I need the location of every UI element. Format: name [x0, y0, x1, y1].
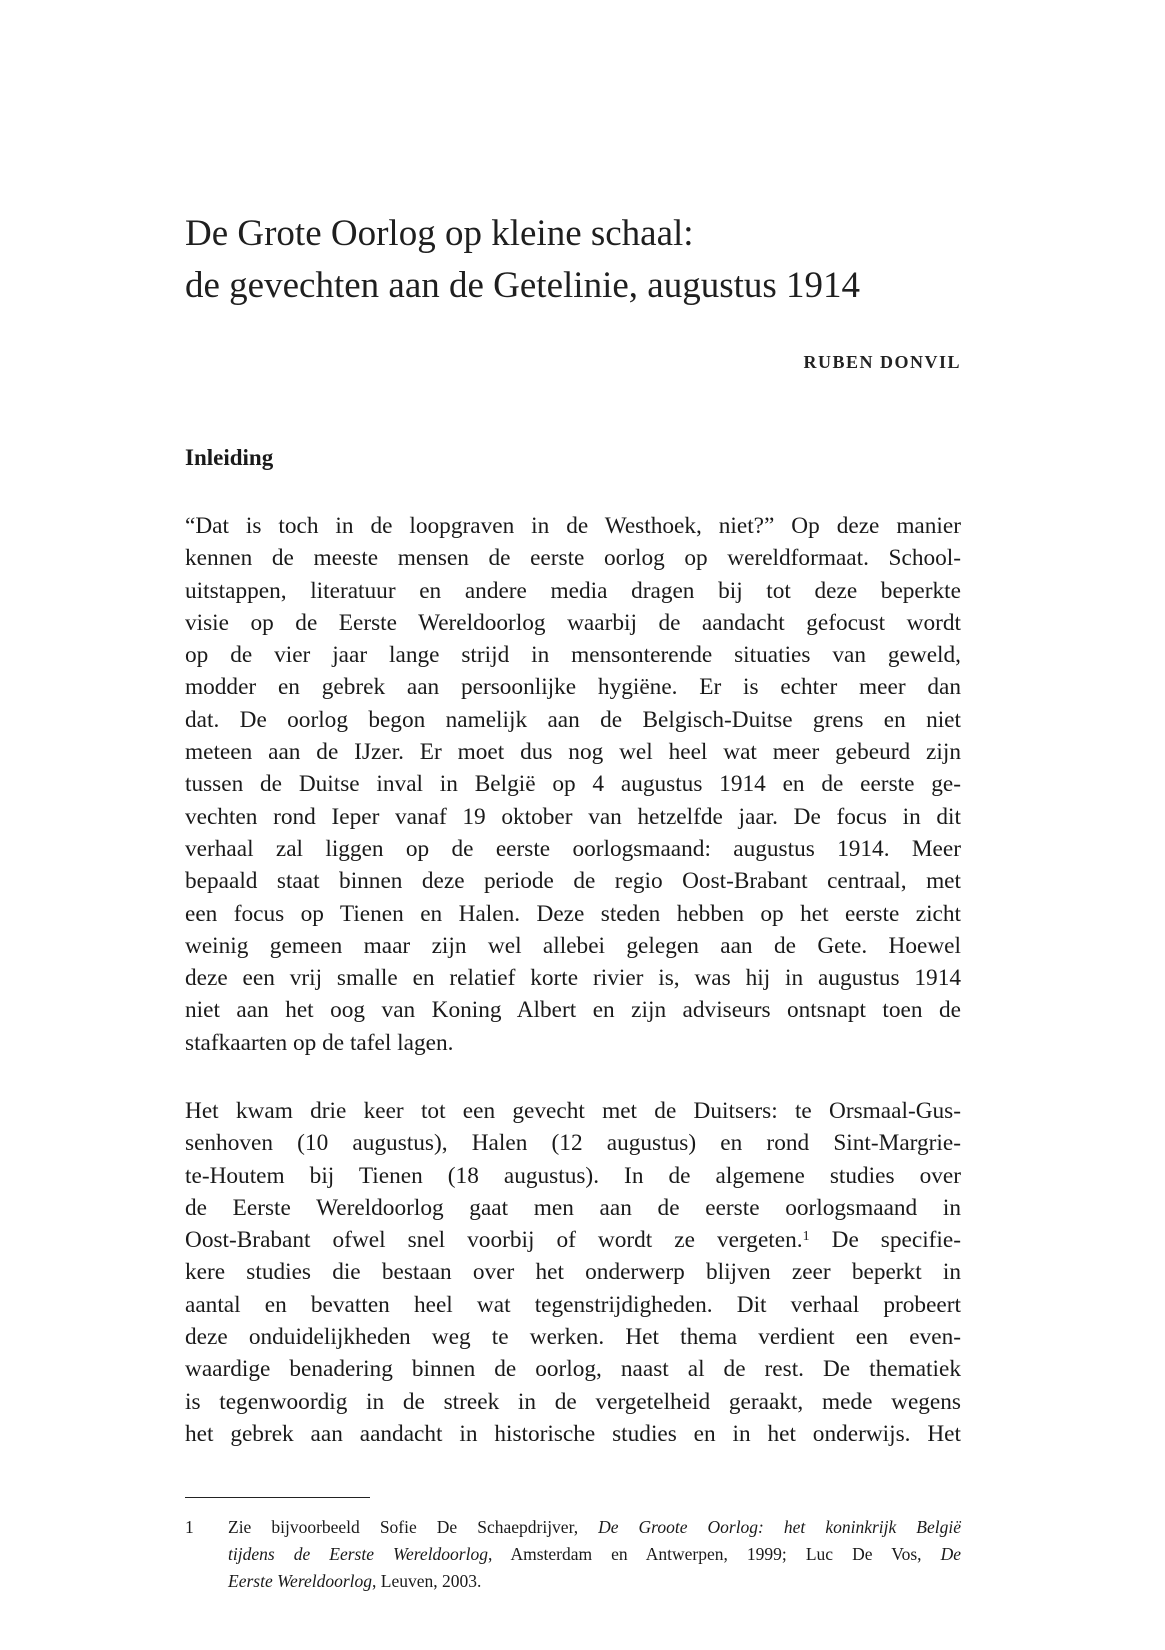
paragraph-line: stafkaarten op de tafel lagen.	[185, 1029, 454, 1056]
paragraph-line: aantal en bevatten heel wat tegenstrijdigheden. Dit verhaal probeert	[185, 1291, 961, 1318]
paragraph-2	[185, 1095, 961, 1450]
paragraph-line: is tegenwoordig in de streek in de vergetelheid geraakt, mede wegens	[185, 1388, 961, 1415]
footnote-marker[interactable]: 1	[802, 1229, 810, 1245]
paragraph-line: verhaal zal liggen op de eerste oorlogsmaand: augustus 1914. Meer	[185, 835, 961, 862]
footnote-book-title: tijdens de Eerste Wereldoorlog	[228, 1544, 488, 1564]
paragraph-line: deze een vrij smalle en relatief korte rivier is, was hij in augustus 1914	[185, 965, 961, 992]
footnote-line	[228, 1541, 961, 1568]
title-line-2: de gevechten aan de Getelinie, augustus 1914	[185, 265, 861, 306]
paragraph-line: tussen de Duitse inval in België op 4 augustus 1914 en de eerste ge-	[185, 771, 961, 798]
paragraph-line: Het kwam drie keer tot een gevecht met de Duitsers: te Orsmaal-Gus-	[185, 1098, 961, 1124]
page	[185, 0, 961, 1650]
footnote-book-title: Eerste Wereldoorlog	[228, 1571, 373, 1591]
paragraph-line: weinig gemeen maar zijn wel allebei gelegen aan de Gete. Hoewel	[185, 932, 961, 959]
paragraph-line: kere studies die bestaan over het onderwerp blijven zeer beperkt in	[185, 1259, 961, 1286]
paragraph-line: bepaald staat binnen deze periode de regio Oost-Brabant centraal, met	[185, 868, 961, 895]
paragraph-line: uitstappen, literatuur en andere media dragen bij tot deze beperkte	[185, 577, 961, 604]
title-line-1: De Grote Oorlog op kleine schaal:	[185, 213, 694, 254]
paragraph-line: deze onduidelijkheden weg te werken. Het thema verdient een even-	[185, 1324, 961, 1351]
paragraph-line: kennen de meeste mensen de eerste oorlog op wereldformaat. School-	[185, 545, 961, 572]
paragraph-line: meteen aan de IJzer. Er moet dus nog wel heel wat meer gebeurd zijn	[185, 739, 961, 766]
paragraph-line: waardige benadering binnen de oorlog, naast al de rest. De thematiek	[185, 1356, 961, 1383]
paragraph-line: een focus op Tienen en Halen. Deze steden hebben op het eerste zicht	[185, 900, 961, 927]
line-text: Oost-Brabant ofwel snel voorbij of wordt ze vergeten.	[185, 1227, 803, 1254]
footnote-text-plain: , Leuven, 2003.	[372, 1571, 482, 1591]
paragraph-1	[185, 510, 961, 1059]
footnote-book-title: De	[940, 1544, 961, 1564]
paragraph-line: te-Houtem bij Tienen (18 augustus). In de algemene studies over	[185, 1162, 961, 1189]
footnote-text	[228, 1514, 961, 1595]
section-heading: Inleiding	[185, 445, 274, 470]
paragraph-line: niet aan het oog van Koning Albert en zijn adviseurs ontsnapt toen de	[185, 997, 961, 1024]
paragraph-line-with-footnote	[185, 1224, 961, 1256]
paragraph-line: het gebrek aan aandacht in historische studies en in het onderwijs. Het	[185, 1420, 961, 1447]
paragraph-line: “Dat is toch in de loopgraven in de Westhoek, niet?” Op deze manier	[185, 513, 961, 539]
paragraph-line: modder en gebrek aan persoonlijke hygiëne. Er is echter meer dan	[185, 674, 961, 701]
footnote-number: 1	[185, 1517, 194, 1537]
footnote-line	[228, 1568, 961, 1595]
paragraph-line: vechten rond Ieper vanaf 19 oktober van hetzelfde jaar. De focus in dit	[185, 803, 961, 830]
footnote-book-title: De Groote Oorlog: het koninkrijk België	[598, 1517, 961, 1537]
paragraph-line: dat. De oorlog begon namelijk aan de Belgisch-Duitse grens en niet	[185, 706, 961, 733]
footnote-divider	[185, 1497, 370, 1498]
footnote-text-plain: Zie bijvoorbeeld Sofie De Schaepdrijver,	[228, 1517, 599, 1537]
paragraph-line: visie op de Eerste Wereldoorlog waarbij de aandacht gefocust wordt	[185, 609, 961, 636]
footnote-text-plain: , Amsterdam en Antwerpen, 1999; Luc De Vos,	[487, 1544, 941, 1564]
paragraph-line: de Eerste Wereldoorlog gaat men aan de eerste oorlogsmaand in	[185, 1194, 961, 1221]
article-title	[185, 208, 961, 312]
paragraph-line: op de vier jaar lange strijd in mensonterende situaties van geweld,	[185, 642, 961, 669]
author-name: RUBEN DONVIL	[803, 352, 961, 372]
footnote-line	[228, 1514, 961, 1541]
line-text: De specifie-	[809, 1227, 961, 1254]
paragraph-line: senhoven (10 augustus), Halen (12 augustus) en rond Sint-Margrie-	[185, 1130, 961, 1157]
